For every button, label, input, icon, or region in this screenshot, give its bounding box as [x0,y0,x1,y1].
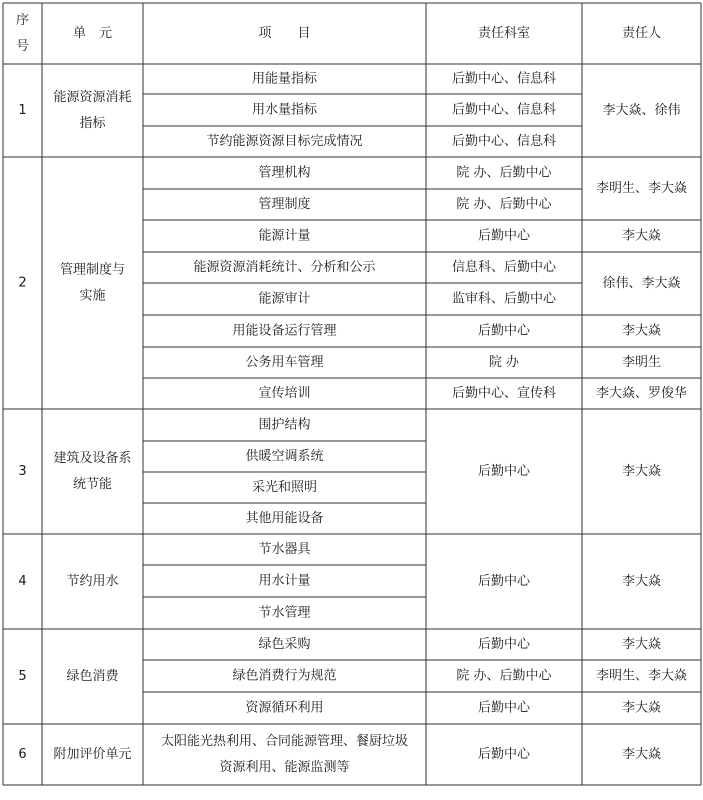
dept-text: 后勤中心 [477,228,531,244]
item-text: 围护结构 [258,417,311,433]
person-text: 李大焱、罗俊华 [595,386,688,401]
header-seq: 号 [15,39,30,54]
item-text: 其他用能设备 [245,511,324,526]
person-text: 李大焱 [621,574,662,589]
item-text: 用能设备运行管理 [232,323,337,339]
person-text: 李大焱 [621,464,662,479]
dept-text: 后勤中心 [477,574,531,589]
seq-number: 4 [18,574,27,589]
item-text: 用能量指标 [251,71,318,87]
header-dept: 责任科室 [477,26,531,41]
item-text: 绿色消费行为规范 [232,668,337,684]
unit-name: 建筑及设备系 [53,451,132,466]
dept-text: 院 办、后勤中心 [456,165,552,181]
person-text: 李大焱 [621,323,662,339]
unit-name: 附加评价单元 [53,747,132,762]
dept-text: 信息科、后勤中心 [451,260,557,275]
item-text: 供暖空调系统 [245,449,324,464]
item-text: 用水计量 [258,573,311,589]
person-text: 李大焱 [621,700,662,716]
item-text: 节水管理 [258,605,311,621]
unit-name: 实施 [79,288,106,304]
item-text: 节约能源资源目标完成情况 [206,134,363,149]
seq-number: 2 [18,275,27,291]
person-text: 李大焱、徐伟 [602,103,681,118]
dept-text: 院 办 [488,355,520,370]
item-text: 资源利用、能源监测等 [219,760,350,775]
dept-text: 院 办、后勤中心 [456,668,552,684]
seq-number: 6 [18,747,27,762]
person-text: 徐伟、李大焱 [602,276,681,291]
dept-text: 后勤中心 [477,464,531,479]
item-text: 公务用车管理 [245,355,324,370]
dept-text: 后勤中心、信息科 [451,102,557,118]
item-text: 用水量指标 [251,102,318,118]
unit-name: 指标 [79,116,106,131]
dept-text: 院 办、后勤中心 [456,197,552,212]
item-text: 资源循环利用 [245,700,324,716]
seq-number: 3 [18,464,27,479]
dept-text: 后勤中心、信息科 [451,71,557,87]
dept-text: 后勤中心 [477,747,531,762]
item-text: 宣传培训 [258,386,311,401]
unit-name: 统节能 [72,477,113,492]
header-item: 项 目 [258,26,311,41]
item-text: 太阳能光热利用、合同能源管理、餐厨垃圾 [160,734,409,749]
item-text: 采光和照明 [251,480,318,495]
dept-text: 后勤中心、宣传科 [451,386,557,401]
header-person: 责任人 [621,26,662,41]
person-text: 李大焱 [621,228,662,244]
header-unit: 单 元 [72,26,113,41]
person-text: 李明生、李大焱 [595,668,688,684]
item-text: 能源资源消耗统计、分析和公示 [193,260,376,275]
unit-name: 节约用水 [66,574,119,589]
seq-number: 1 [18,103,27,118]
seq-number: 5 [18,669,27,684]
unit-name: 能源资源消耗 [53,90,132,105]
dept-text: 后勤中心 [477,700,531,716]
item-text: 绿色采购 [258,637,311,652]
person-text: 李大焱 [621,747,662,762]
person-text: 李明生、李大焱 [595,181,688,196]
item-text: 管理机构 [258,165,311,181]
item-text: 管理制度 [258,197,311,212]
dept-text: 后勤中心 [477,637,531,652]
dept-text: 后勤中心 [477,323,531,339]
header-seq: 序 [15,13,30,28]
unit-name: 管理制度与 [59,262,126,278]
person-text: 李明生 [621,355,662,370]
unit-name: 绿色消费 [66,669,119,684]
item-text: 能源计量 [258,228,311,244]
person-text: 李大焱 [621,637,662,652]
item-text: 能源审计 [258,291,311,307]
dept-text: 监审科、后勤中心 [451,291,557,307]
dept-text: 后勤中心、信息科 [451,134,557,149]
item-text: 节水器具 [258,542,311,557]
